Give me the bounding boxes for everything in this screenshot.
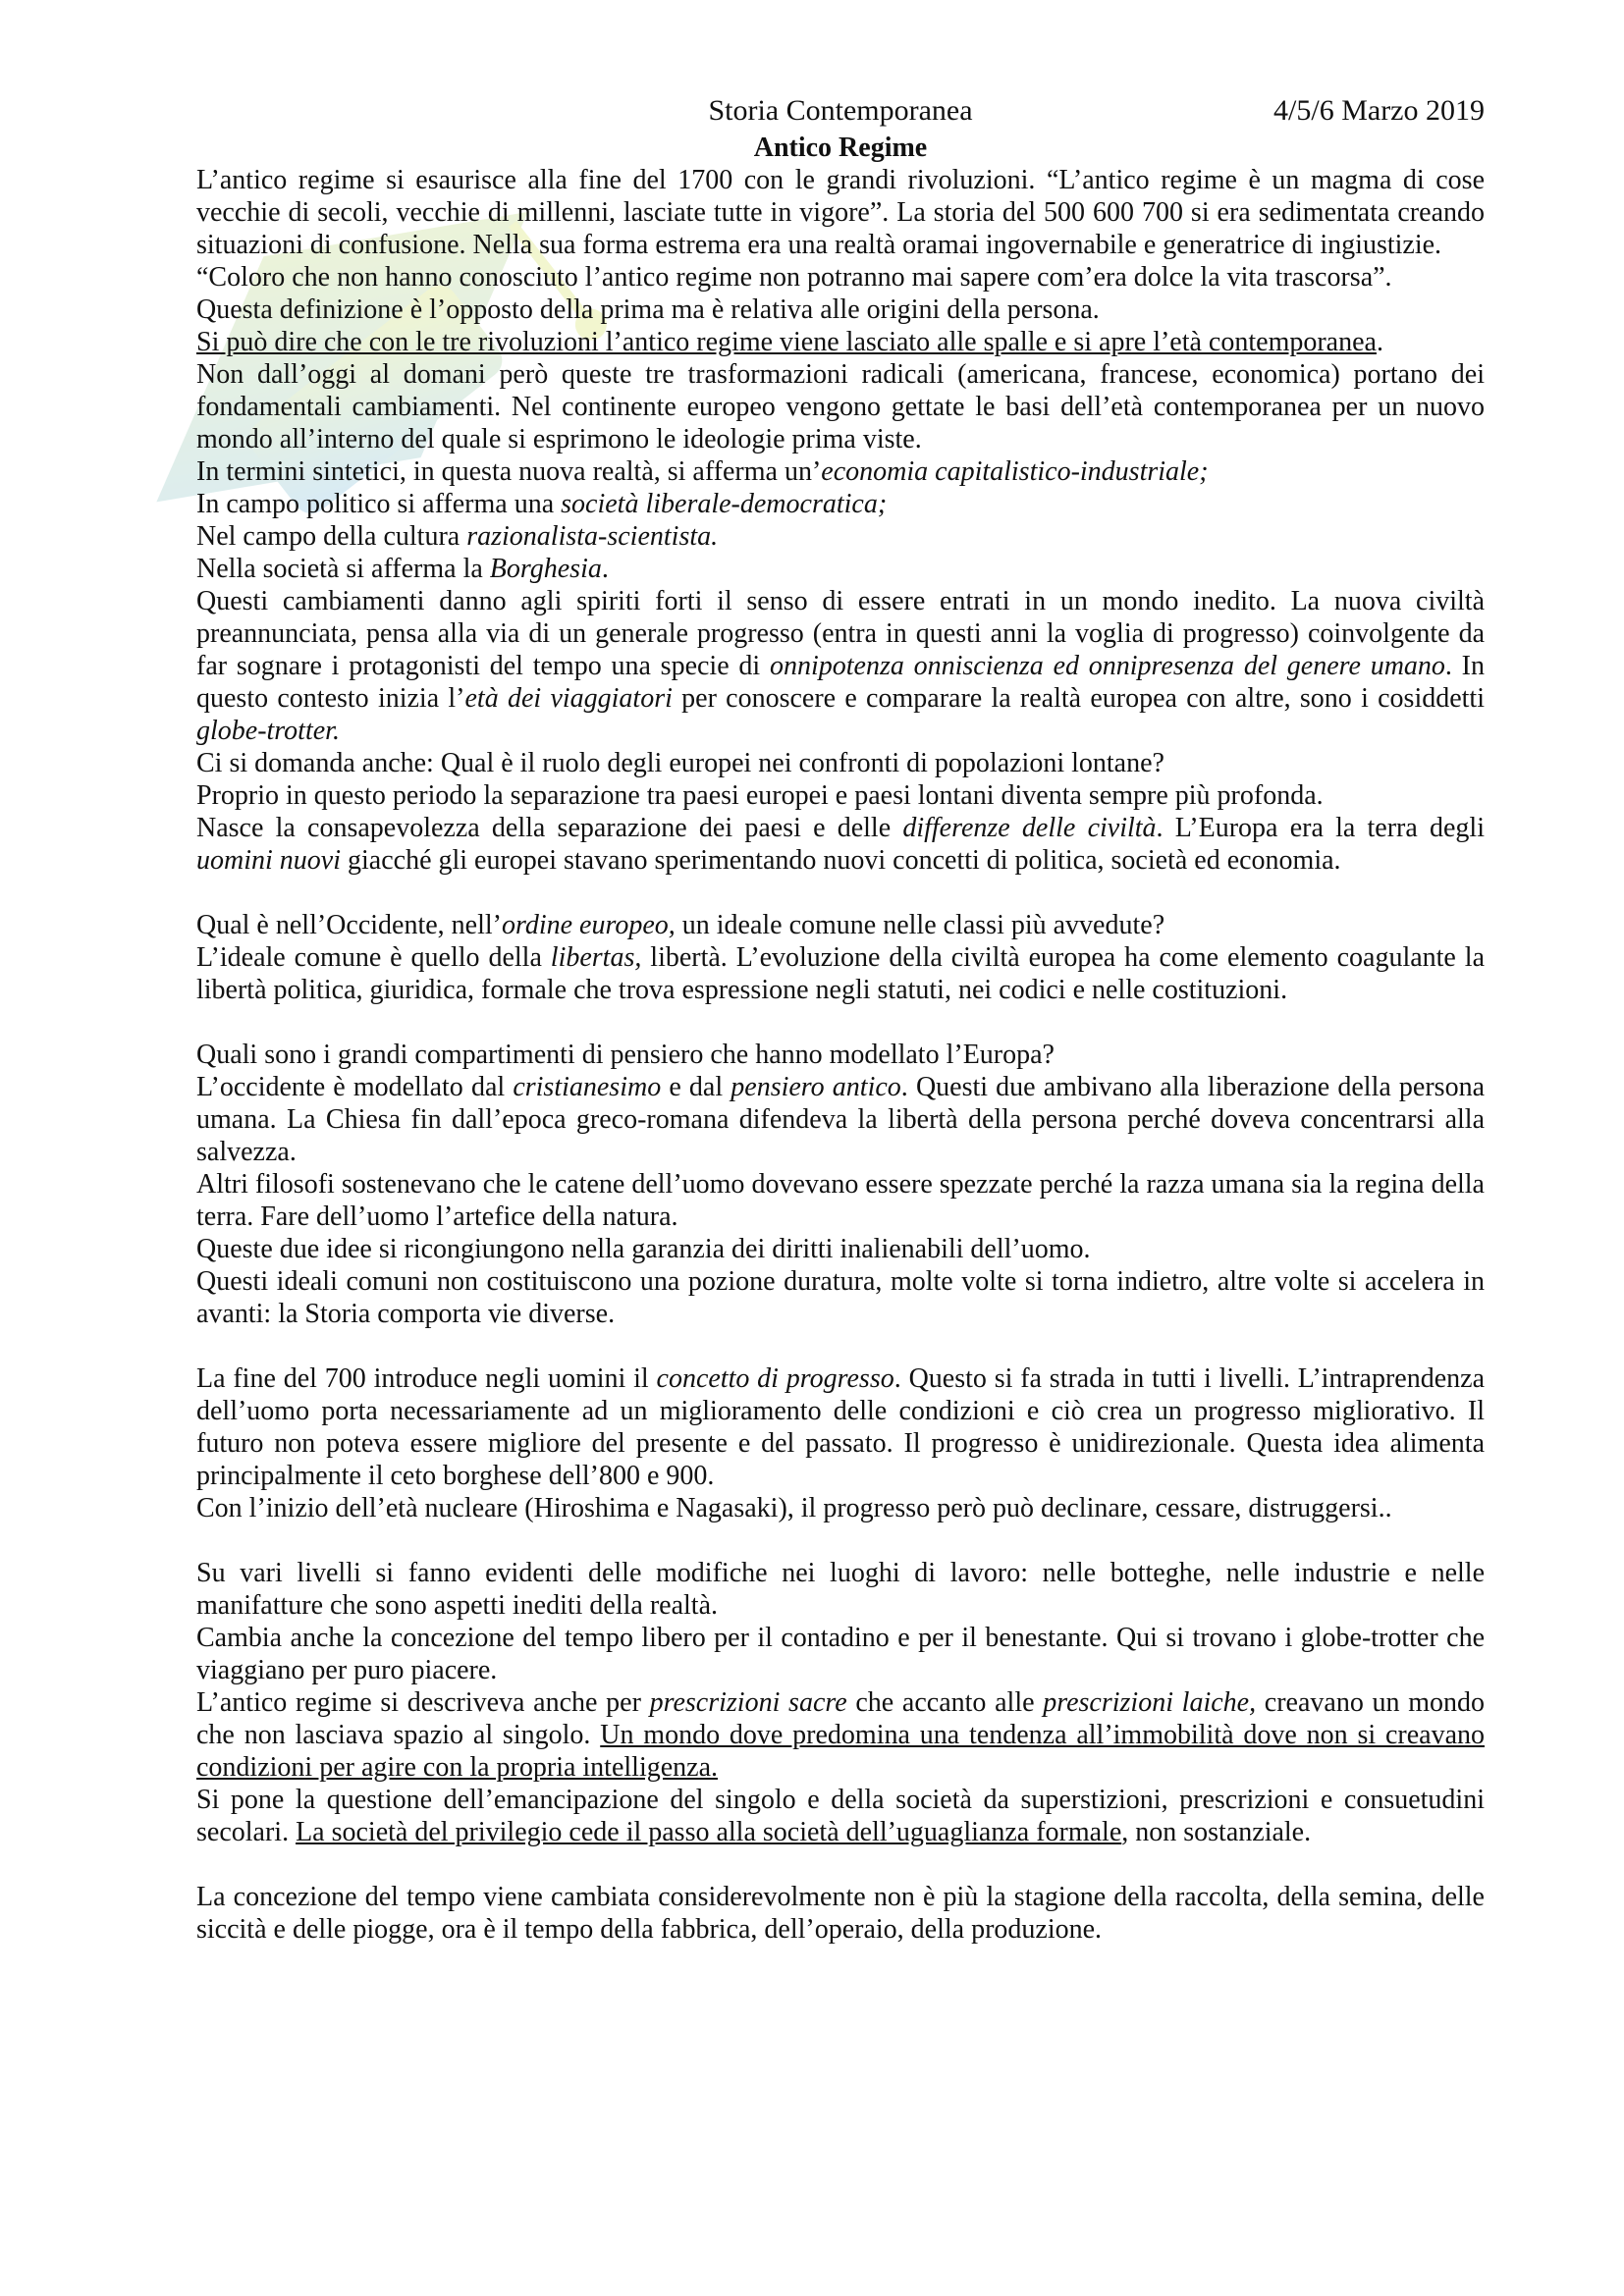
text-run: Su vari livelli si fanno evidenti delle modifiche nei luoghi di lavoro: nelle botteghe, nelle industrie e nelle manifatture che sono aspetti inediti della realtà. (196, 1558, 1485, 1621)
paragraph (196, 294, 1485, 326)
text-run: giacché gli europei stavano sperimentando nuovi concetti di politica, società ed economia. (341, 845, 1341, 876)
italic-text: cristianesimo (513, 1072, 662, 1102)
text-run: libertà. L’evoluzione della civiltà europea ha come elemento coagulante la libertà politica, giuridica, formale che trova espressione negli statuti, nei codici e nelle costituzioni. (196, 942, 1485, 1005)
text-run: L’antico regime si esaurisce alla fine del 1700 con le grandi rivoluzioni. “L’antico regime è un magma di cose vecchie di secoli, vecchie di millenni, lasciate tutte in vigore”. La storia del 500 600 700 si era sedimentata creando situazioni di confusione. Nella sua forma estrema era una realtà oramai ingovernabile e generatrice di ingiustizie. (196, 165, 1485, 260)
italic-text: differenze delle civiltà (902, 813, 1157, 843)
italic-text: razionalista-scientista. (466, 521, 719, 552)
text-run: In campo politico si afferma una (196, 489, 562, 519)
text-run: L’antico regime si descriveva anche per (196, 1687, 650, 1718)
paragraph-spacer (196, 1848, 1485, 1881)
text-run: . Questo si fa strada in tutti i livelli. L’intraprendenza dell’uomo porta necessariamente ad un miglioramento delle condizioni e ciò crea un progresso migliorativo. Il futuro non poteva essere migliore del presente e del passato. Il progresso è unidirezionale. Questa idea alimenta principalmente il ceto borghese dell’800 e 900. (196, 1363, 1485, 1491)
paragraph (196, 520, 1485, 553)
text-run: Nel campo della cultura (196, 521, 467, 552)
italic-text: onnipotenza onniscienza ed onnipresenza del genere umano (769, 651, 1445, 681)
paragraph-spacer (196, 877, 1485, 909)
text-run: L’occidente è modellato dal (196, 1072, 514, 1102)
text-run: . (601, 554, 609, 584)
text-run: e dal (661, 1072, 731, 1102)
underlined-text: Un mondo dove predomina una tendenza all’immobilità dove non si creavano condizioni per agire con la propria intelligenza. (196, 1720, 1485, 1783)
text-run: Non dall’oggi al domani però queste tre trasformazioni radicali (americana, francese, economica) portano dei fondamentali cambiamenti. Nel continente europeo vengono gettate le basi dell’età contemporanea per un nuovo mondo all’interno del quale si esprimono le ideologie prima viste. (196, 359, 1485, 454)
paragraph (196, 164, 1485, 261)
italic-text: concetto di progresso (656, 1363, 894, 1394)
italic-text: libertas, (550, 942, 642, 973)
lecture-date: 4/5/6 Marzo 2019 (1273, 94, 1485, 127)
paragraph (196, 1881, 1485, 1946)
underlined-text: La società del privilegio cede il passo alla società dell’uguaglianza formale (296, 1817, 1122, 1847)
text-run: . In questo contesto inizia l’ (196, 651, 1486, 714)
text-run: Proprio in questo periodo la separazione tra paesi europei e paesi lontani diventa sempre più profonda. (196, 780, 1324, 811)
paragraph-spacer (196, 1524, 1485, 1557)
paragraph (196, 1071, 1485, 1168)
text-run: Questi ideali comuni non costituiscono una pozione duratura, molte volte si torna indietro, altre volte si accelera in avanti: la Storia comporta vie diverse. (196, 1266, 1485, 1329)
italic-text: società liberale-democratica; (561, 489, 888, 519)
text-run: Si pone la questione dell’emancipazione del singolo e della società da superstizioni, prescrizioni e consuetudini secolari. (196, 1785, 1485, 1847)
text-run: . (1376, 327, 1383, 357)
document-title: Antico Regime (753, 133, 928, 163)
underlined-text: Si può dire che con le tre rivoluzioni l’antico regime viene lasciato alle spalle e si apre l’età contemporanea (196, 327, 1377, 357)
text-run: Altri filosofi sostenevano che le catene dell’uomo dovevano essere spezzate perché la razza umana sia la regina della terra. Fare dell’uomo l’artefice della natura. (196, 1169, 1485, 1232)
text-run: L’ideale comune è quello della (196, 942, 551, 973)
paragraph (196, 455, 1485, 488)
paragraph-spacer (196, 1330, 1485, 1362)
text-run: Cambia anche la concezione del tempo libero per il contadino e per il benestante. Qui si trovano i globe-trotter che viaggiano per puro piacere. (196, 1623, 1485, 1685)
paragraph (196, 553, 1485, 585)
italic-text: prescrizioni sacre (649, 1687, 847, 1718)
paragraph-spacer (196, 1006, 1485, 1039)
paragraph (196, 1233, 1485, 1265)
course-title: Storia Contemporanea (708, 94, 973, 127)
text-run: Questi cambiamenti danno agli spiriti forti il senso di essere entrati in un mondo inedito. La nuova civiltà preannunciata, pensa alla via di un generale progresso (entra in questi anni la voglia di progresso) coinvolgente da far sognare i protagonisti del tempo una specie di (196, 586, 1485, 681)
italic-text: età dei viaggiatori (464, 683, 673, 714)
italic-text: uomini nuovi (196, 845, 341, 876)
text-run: In termini sintetici, in questa nuova realtà, si afferma un’ (196, 456, 822, 487)
text-run: che accanto alle (846, 1687, 1044, 1718)
paragraph (196, 1557, 1485, 1622)
document-page (196, 94, 1485, 1946)
text-run: creavano un mondo che non lasciava spazio al singolo. (196, 1687, 1485, 1750)
paragraph (196, 747, 1485, 779)
text-run: “Coloro che non hanno conosciuto l’antico regime non potranno mai sapere com’era dolce la vita trascorsa”. (196, 262, 1392, 293)
paragraph (196, 358, 1485, 455)
paragraph (196, 488, 1485, 520)
text-run: per conoscere e comparare la realtà europea con altre, sono i cosiddetti (672, 683, 1485, 714)
text-run: La fine del 700 introduce negli uomini il (196, 1363, 657, 1394)
text-run: Queste due idee si ricongiungono nella garanzia dei diritti inalienabili dell’uomo. (196, 1234, 1091, 1264)
italic-text: pensiero antico (731, 1072, 901, 1102)
document-body (196, 164, 1485, 1946)
italic-text: Borghesia (489, 554, 602, 584)
paragraph (196, 261, 1485, 294)
text-run: Nasce la consapevolezza della separazione dei paesi e delle (196, 813, 903, 843)
paragraph (196, 1039, 1485, 1071)
paragraph (196, 326, 1485, 358)
text-run: Con l’inizio dell’età nucleare (Hiroshima e Nagasaki), il progresso però può declinare, cessare, distruggersi.. (196, 1493, 1392, 1523)
page-header (196, 94, 1485, 130)
text-run: un ideale comune nelle classi più avvedute? (675, 910, 1165, 940)
italic-text: ordine europeo, (501, 910, 676, 940)
italic-text: economia capitalistico-industriale; (821, 456, 1209, 487)
paragraph (196, 1492, 1485, 1524)
paragraph (196, 941, 1485, 1006)
text-run: . L’Europa era la terra degli (1156, 813, 1485, 843)
paragraph (196, 909, 1485, 941)
italic-text: globe-trotter. (196, 716, 340, 746)
text-run: Questa definizione è l’opposto della prima ma è relativa alle origini della persona. (196, 294, 1100, 325)
paragraph (196, 812, 1485, 877)
text-run: Ci si domanda anche: Qual è il ruolo degli europei nei confronti di popolazioni lontane? (196, 748, 1164, 778)
text-run: , non sostanziale. (1121, 1817, 1312, 1847)
paragraph (196, 585, 1485, 747)
text-run: Quali sono i grandi compartimenti di pensiero che hanno modellato l’Europa? (196, 1040, 1055, 1070)
paragraph (196, 1265, 1485, 1330)
text-run: La concezione del tempo viene cambiata considerevolmente non è più la stagione della raccolta, della semina, delle siccità e delle piogge, ora è il tempo della fabbrica, dell’operaio, della produzione. (196, 1882, 1485, 1945)
text-run: . Questi due ambivano alla liberazione della persona umana. La Chiesa fin dall’epoca greco-romana difendeva la libertà della persona perché doveva concentrarsi alla salvezza. (196, 1072, 1486, 1167)
paragraph (196, 1622, 1485, 1686)
italic-text: prescrizioni laiche, (1043, 1687, 1257, 1718)
paragraph (196, 1362, 1485, 1492)
paragraph (196, 1686, 1485, 1784)
paragraph (196, 1168, 1485, 1233)
paragraph (196, 779, 1485, 812)
text-run: Qual è nell’Occidente, nell’ (196, 910, 502, 940)
paragraph (196, 1784, 1485, 1848)
text-run: Nella società si afferma la (196, 554, 490, 584)
